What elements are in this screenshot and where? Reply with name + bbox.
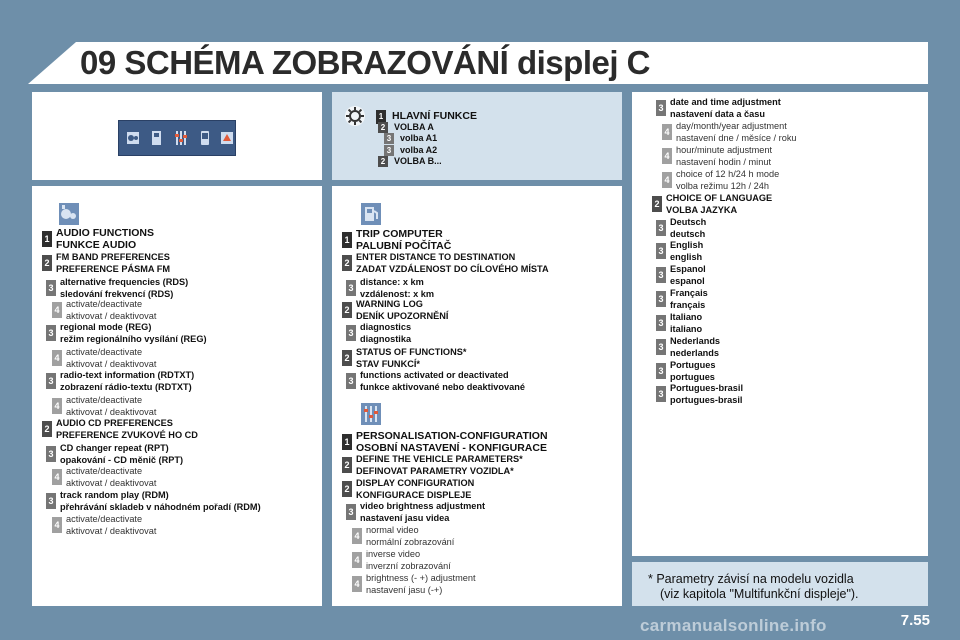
item-text-line: activate/deactivate <box>66 299 143 309</box>
item-text-line: Français <box>670 288 708 298</box>
level-badge: 3 <box>656 386 666 402</box>
item-text-line: nastavení data a času <box>670 108 765 119</box>
item-text-line: DEFINOVAT PARAMETRY VOZIDLA* <box>356 465 514 476</box>
level-badge: 4 <box>52 517 62 533</box>
item-text-line: zobrazení rádio-textu (RDTXT) <box>60 381 192 392</box>
item-text-line: STAV FUNKCÍ* <box>356 358 420 369</box>
item-text-line: ENTER DISTANCE TO DESTINATION <box>356 252 516 262</box>
item-text-line: nederlands <box>670 347 720 358</box>
level-badge: 3 <box>46 373 56 389</box>
panel-legend <box>332 92 622 180</box>
level-badge: 4 <box>52 350 62 366</box>
item-text-line: ZADAT VZDÁLENOST DO CÍLOVÉHO MÍSTA <box>356 263 549 274</box>
level-badge: 4 <box>662 148 672 164</box>
level-badge: 3 <box>346 325 356 341</box>
level-badge: 2 <box>342 302 352 318</box>
level-badge: 3 <box>656 315 666 331</box>
item-text-line: KONFIGURACE DISPLEJE <box>356 489 472 500</box>
level-badge: 1 <box>42 231 52 247</box>
level-badge: 4 <box>662 172 672 188</box>
item-text-line: aktivovat / deaktivovat <box>66 525 157 536</box>
item-text-line: FM BAND PREFERENCES <box>56 252 170 262</box>
level-badge: 2 <box>42 255 52 271</box>
item-text-line: date and time adjustment <box>670 97 781 107</box>
footnote-line-2: (viz kapitola "Multifunkční displeje"). <box>660 587 859 601</box>
level-badge: 2 <box>42 421 52 437</box>
item-text-line: aktivovat / deaktivovat <box>66 358 157 369</box>
level-badge: 3 <box>46 493 56 509</box>
item-text-line: Espanol <box>670 264 706 274</box>
item-text-line: TRIP COMPUTER <box>356 228 443 240</box>
item-text-line: day/month/year adjustment <box>676 121 787 131</box>
level-badge: 2 <box>378 122 388 133</box>
item-text-line: PREFERENCE ZVUKOVÉ HO CD <box>56 429 198 440</box>
footnote-line-1: * Parametry závisí na modelu vozidla <box>648 572 854 586</box>
level-badge: 4 <box>352 552 362 568</box>
level-badge: 4 <box>662 124 672 140</box>
fuel-pump-icon <box>360 202 382 226</box>
item-text-line: deutsch <box>670 228 706 239</box>
gear-icon <box>344 104 366 128</box>
level-badge: 3 <box>46 446 56 462</box>
legend-text: HLAVNÍ FUNKCE <box>392 110 477 122</box>
item-text-line: track random play (RDM) <box>60 490 169 500</box>
item-text-line: Portugues-brasil <box>670 383 744 393</box>
level-badge: 1 <box>342 232 352 248</box>
audio-settings-icon <box>58 202 80 226</box>
level-badge: 4 <box>52 302 62 318</box>
level-badge: 3 <box>46 325 56 341</box>
item-text-line: PALUBNÍ POČÍTAČ <box>356 240 452 252</box>
item-text-line: VOLBA JAZYKA <box>666 204 738 215</box>
legend-text: volba A2 <box>400 145 438 155</box>
level-badge: 3 <box>346 373 356 389</box>
navigation-icon <box>219 127 235 149</box>
level-badge: 3 <box>346 504 356 520</box>
item-text-line: aktivovat / deaktivovat <box>66 477 157 488</box>
item-text-line: activate/deactivate <box>66 395 143 405</box>
item-text-line: espanol <box>670 275 705 286</box>
legend-text: VOLBA B... <box>394 156 442 166</box>
item-text-line: Deutsch <box>670 217 707 227</box>
trip-computer-icon <box>149 127 165 149</box>
level-badge: 4 <box>52 398 62 414</box>
item-text-line: DENÍK UPOZORNĚNÍ <box>356 310 449 321</box>
item-text-line: AUDIO FUNCTIONS <box>56 227 154 239</box>
level-badge: 4 <box>352 576 362 592</box>
item-text-line: aktivovat / deaktivovat <box>66 310 157 321</box>
level-badge: 3 <box>656 100 666 116</box>
level-badge: 2 <box>342 481 352 497</box>
item-text-line: přehrávání skladeb v náhodném pořadí (RDM) <box>60 501 261 512</box>
footnote <box>648 572 859 602</box>
item-text-line: portugues-brasil <box>670 394 743 405</box>
item-text-line: functions activated or deactivated <box>360 370 509 380</box>
item-text-line: diagnostika <box>360 333 412 344</box>
item-text-line: français <box>670 299 706 310</box>
item-text-line: inverzní zobrazování <box>366 560 451 571</box>
item-text-line: PERSONALISATION-CONFIGURATION <box>356 430 548 442</box>
level-badge: 3 <box>656 339 666 355</box>
item-text-line: nastavení dne / měsíce / roku <box>676 132 797 143</box>
item-text-line: Nederlands <box>670 336 721 346</box>
level-badge: 3 <box>656 291 666 307</box>
item-text-line: PREFERENCE PÁSMA FM <box>56 263 170 274</box>
item-text-line: opakování - CD měnič (RPT) <box>60 454 184 465</box>
item-text-line: volba režimu 12h / 24h <box>676 180 769 191</box>
item-text-line: FUNKCE AUDIO <box>56 239 137 251</box>
item-text-line: nastavení jasu (-+) <box>366 584 443 595</box>
item-text-line: režim regionálního vysílání (REG) <box>60 333 207 344</box>
level-badge: 1 <box>376 110 386 124</box>
item-text-line: CHOICE OF LANGUAGE <box>666 193 773 203</box>
item-text-line: DISPLAY CONFIGURATION <box>356 478 475 488</box>
item-text-line: activate/deactivate <box>66 514 143 524</box>
page-number: 7.55 <box>900 612 930 629</box>
item-text-line: Italiano <box>670 312 703 322</box>
phone-icon <box>197 127 213 149</box>
item-text-line: regional mode (REG) <box>60 322 152 332</box>
item-text-line: distance: x km <box>360 277 424 287</box>
level-badge: 2 <box>342 457 352 473</box>
item-text-line: diagnostics <box>360 322 412 332</box>
item-text-line: video brightness adjustment <box>360 501 486 511</box>
level-badge: 2 <box>378 156 388 167</box>
item-text-line: nastavení jasu videa <box>360 512 450 523</box>
level-badge: 2 <box>342 255 352 271</box>
level-badge: 1 <box>342 434 352 450</box>
item-text-line: English <box>670 240 704 250</box>
item-text-line: italiano <box>670 323 703 334</box>
level-badge: 4 <box>352 528 362 544</box>
item-text-line: hour/minute adjustment <box>676 145 773 155</box>
item-text-line: portugues <box>670 371 715 382</box>
watermark: carmanualsonline.info <box>640 616 827 635</box>
item-text-line: STATUS OF FUNCTIONS* <box>356 347 467 357</box>
level-badge: 3 <box>656 243 666 259</box>
legend-text: volba A1 <box>400 133 438 143</box>
item-text-line: Portugues <box>670 360 716 370</box>
menu-strip <box>118 120 236 156</box>
level-badge: 2 <box>342 350 352 366</box>
item-text-line: vzdálenost: x km <box>360 288 435 299</box>
level-badge: 3 <box>656 220 666 236</box>
item-text-line: aktivovat / deaktivovat <box>66 406 157 417</box>
item-text-line: radio-text information (RDTXT) <box>60 370 195 380</box>
level-badge: 2 <box>652 196 662 212</box>
item-text-line: OSOBNÍ NASTAVENÍ - KONFIGURACE <box>356 442 547 454</box>
item-text-line: AUDIO CD PREFERENCES <box>56 418 173 428</box>
legend-text: VOLBA A <box>394 122 434 132</box>
item-text-line: nastavení hodin / minut <box>676 156 771 167</box>
level-badge: 3 <box>384 133 394 144</box>
item-text-line: normální zobrazování <box>366 536 455 547</box>
item-text-line: activate/deactivate <box>66 347 143 357</box>
settings-sliders-icon <box>173 127 189 149</box>
item-text-line: choice of 12 h/24 h mode <box>676 169 780 179</box>
level-badge: 3 <box>656 267 666 283</box>
vehicle-settings-icon <box>360 402 382 426</box>
level-badge: 3 <box>46 280 56 296</box>
item-text-line: WARNING LOG <box>356 299 423 309</box>
item-text-line: activate/deactivate <box>66 466 143 476</box>
item-text-line: CD changer repeat (RPT) <box>60 443 169 453</box>
level-badge: 3 <box>346 280 356 296</box>
level-badge: 3 <box>656 363 666 379</box>
page-title: 09 SCHÉMA ZOBRAZOVÁNÍ displej C <box>80 44 651 81</box>
item-text-line: normal video <box>366 525 419 535</box>
item-text-line: DEFINE THE VEHICLE PARAMETERS* <box>356 454 523 464</box>
item-text-line: funkce aktivované nebo deaktivované <box>360 381 525 392</box>
item-text-line: sledování frekvencí (RDS) <box>60 288 174 299</box>
level-badge: 3 <box>384 145 394 156</box>
item-text-line: alternative frequencies (RDS) <box>60 277 189 287</box>
item-text-line: brightness (- +) adjustment <box>366 573 476 583</box>
item-text-line: inverse video <box>366 549 421 559</box>
audio-settings-icon <box>125 127 141 149</box>
item-text-line: english <box>670 251 703 262</box>
level-badge: 4 <box>52 469 62 485</box>
